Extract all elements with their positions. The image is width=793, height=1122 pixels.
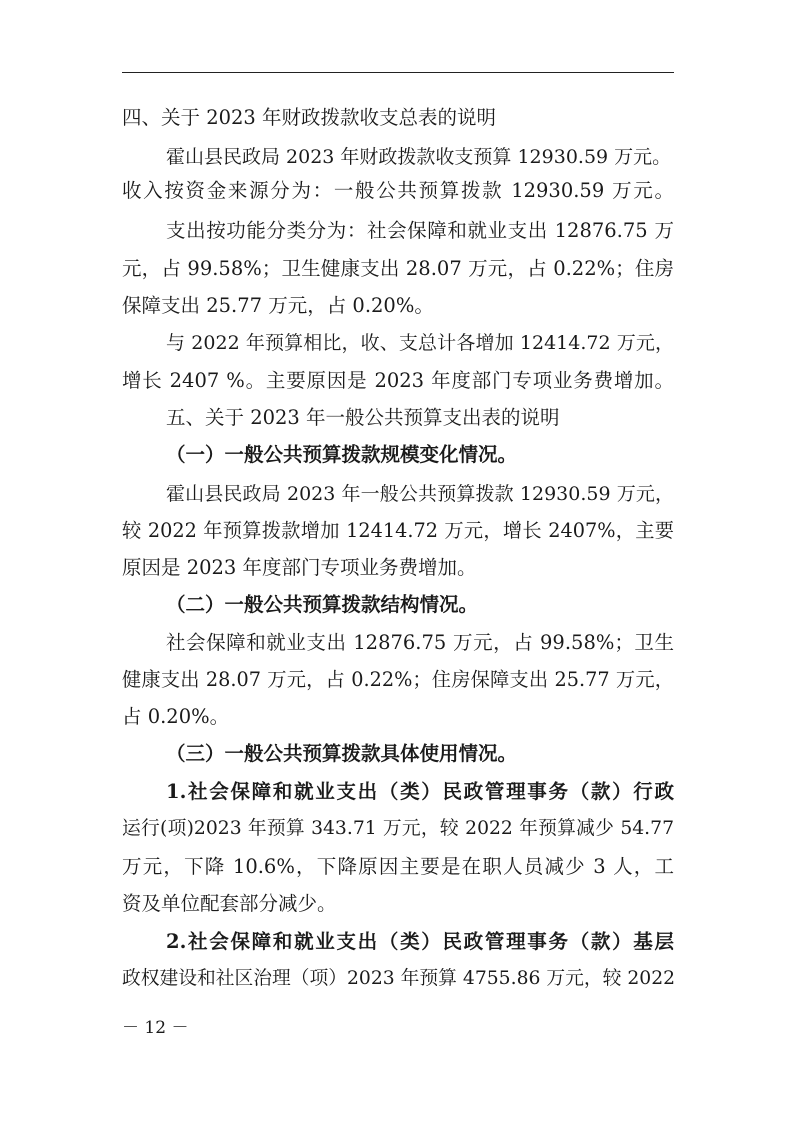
paragraph-line: 元，占 99.58%；卫生健康支出 28.07 万元，占 0.22%；住房: [122, 257, 674, 280]
paragraph-line: 原因是 2023 年度部门专项业务费增加。: [122, 556, 477, 579]
section-heading-5: 五、关于 2023 年一般公共预算支出表的说明: [166, 406, 560, 429]
paragraph-line: 较 2022 年预算拨款增加 12414.72 万元，增长 2407%，主要: [122, 519, 674, 542]
item-2-title: 2.社会保障和就业支出（类）民政管理事务（款）基层: [166, 930, 674, 953]
paragraph-line: 增长 2407 %。主要原因是 2023 年度部门专项业务费增加。: [122, 369, 674, 392]
paragraph-line: 占 0.20%。: [122, 705, 230, 728]
subheading-1: （一）一般公共预算拨款规模变化情况。: [166, 443, 518, 466]
paragraph-line: 支出按功能分类分为：社会保障和就业支出 12876.75 万: [166, 219, 674, 242]
header-rule: [122, 72, 674, 73]
paragraph-line: 收入按资金来源分为：一般公共预算拨款 12930.59 万元。: [122, 179, 674, 202]
paragraph-line: 保障支出 25.77 万元，占 0.20%。: [122, 294, 434, 317]
paragraph-line: 霍山县民政局 2023 年财政拨款收支预算 12930.59 万元。: [166, 146, 672, 168]
paragraph-line: 与 2022 年预算相比，收、支总计各增加 12414.72 万元，: [166, 332, 674, 354]
paragraph-line: 资及单位配套部分减少。: [122, 892, 337, 915]
section-heading-4: 四、关于 2023 年财政拨款收支总表的说明: [122, 106, 497, 129]
item-1-title: 1.社会保障和就业支出（类）民政管理事务（款）行政: [166, 780, 674, 803]
paragraph-line: 霍山县民政局 2023 年一般公共预算拨款 12930.59 万元，: [166, 483, 674, 505]
paragraph-line: 万元，下降 10.6%，下降原因主要是在职人员减少 3 人，工: [122, 855, 674, 878]
paragraph-line: 健康支出 28.07 万元，占 0.22%；住房保障支出 25.77 万元，: [122, 668, 674, 691]
paragraph-line: 运行(项)2023 年预算 343.71 万元，较 2022 年预算减少 54.77: [122, 818, 674, 839]
subheading-2: （二）一般公共预算拨款结构情况。: [166, 593, 479, 616]
subheading-3: （三）一般公共预算拨款具体使用情况。: [166, 742, 518, 765]
paragraph-line: 社会保障和就业支出 12876.75 万元，占 99.58%；卫生: [166, 631, 674, 654]
page-number: － 12 －: [122, 1018, 189, 1038]
paragraph-line: 政权建设和社区治理（项）2023 年预算 4755.86 万元，较 2022: [122, 968, 676, 989]
